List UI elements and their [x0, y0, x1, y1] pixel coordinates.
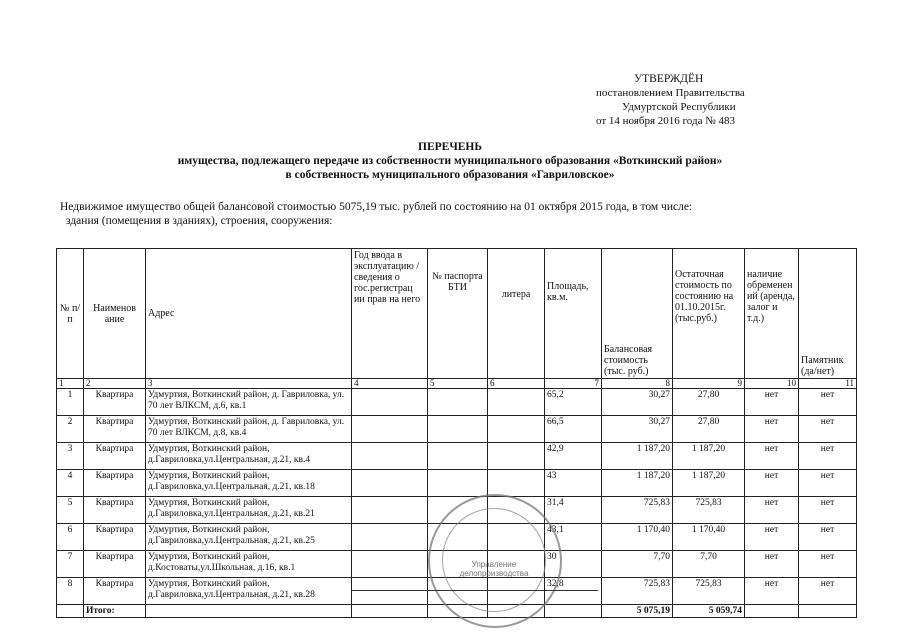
row-litera — [488, 416, 545, 443]
row-encumbrance: нет — [745, 578, 799, 605]
row-name: Квартира — [84, 416, 146, 443]
column-number-row — [57, 379, 857, 389]
row-monument: нет — [799, 443, 857, 470]
row-name: Квартира — [84, 578, 146, 605]
row-number: 2 — [57, 416, 84, 443]
row-year — [352, 443, 428, 470]
header-no: № п/п — [57, 249, 84, 379]
row-residual: 27,80 — [673, 389, 745, 416]
row-number: 7 — [57, 551, 84, 578]
row-year — [352, 524, 428, 551]
row-address: Удмуртия, Воткинский район, д.Гавриловка,ул.Центральная, д.21, кв.28 — [146, 578, 352, 605]
row-name: Квартира — [84, 551, 146, 578]
document-subtitle-2: в собственность муниципального образования «Гавриловское» — [285, 169, 615, 181]
document-title: ПЕРЕЧЕНЬ — [418, 141, 482, 153]
row-balance: 1 170,40 — [602, 524, 673, 551]
intro-line-2: здания (помещения в зданиях), строения, сооружения: — [66, 215, 333, 227]
header-area: Площадь, кв.м. — [545, 249, 602, 379]
row-name: Квартира — [84, 443, 146, 470]
row-residual: 725,83 — [673, 578, 745, 605]
row-encumbrance: нет — [745, 497, 799, 524]
header-encumbrance: наличие обременен ий (аренда, залог и т.д.) — [745, 249, 799, 379]
row-encumbrance: нет — [745, 389, 799, 416]
column-number: 4 — [352, 379, 428, 389]
header-balance: Балансовая стоимость (тыс. руб.) — [602, 249, 673, 379]
header-litera: литера — [488, 249, 545, 379]
table-row — [57, 470, 857, 497]
row-address: Удмуртия, Воткинский район, д.Гавриловка,ул.Центральная, д.21, кв.4 — [146, 443, 352, 470]
row-address: Удмуртия, Воткинский район, д.Костоваты,ул.Школьная, д.16, кв.1 — [146, 551, 352, 578]
total-cell-empty — [146, 605, 352, 618]
row-number: 1 — [57, 389, 84, 416]
row-litera — [488, 389, 545, 416]
row-name: Квартира — [84, 524, 146, 551]
row-balance: 30,27 — [602, 389, 673, 416]
row-area: 42,9 — [545, 443, 602, 470]
row-monument: нет — [799, 524, 857, 551]
approval-title: УТВЕРЖДЁН — [634, 73, 704, 85]
row-year — [352, 470, 428, 497]
row-area: 30 — [545, 551, 602, 578]
row-year — [352, 551, 428, 578]
approval-block — [596, 72, 796, 128]
header-address: Адрес — [146, 249, 352, 379]
column-number: 10 — [745, 379, 799, 389]
row-number: 3 — [57, 443, 84, 470]
row-encumbrance: нет — [745, 524, 799, 551]
row-encumbrance: нет — [745, 551, 799, 578]
row-year — [352, 389, 428, 416]
column-number: 11 — [799, 379, 857, 389]
approval-line-1: постановлением Правительства — [596, 87, 745, 99]
header-name: Наименов ание — [84, 249, 146, 379]
column-number: 6 — [488, 379, 545, 389]
row-year — [352, 497, 428, 524]
approval-line-2: Удмуртской Республики — [622, 101, 736, 113]
row-residual: 1 187,20 — [673, 443, 745, 470]
table-row — [57, 416, 857, 443]
row-address: Удмуртия, Воткинский район, д.Гавриловка,ул.Центральная, д.21, кв.18 — [146, 470, 352, 497]
total-cell-empty — [545, 605, 602, 618]
intro-text — [60, 200, 860, 228]
row-area: 32,8 — [545, 578, 602, 605]
row-name: Квартира — [84, 389, 146, 416]
row-monument: нет — [799, 416, 857, 443]
total-balance: 5 075,19 — [602, 605, 673, 618]
row-encumbrance: нет — [745, 416, 799, 443]
row-passport — [428, 389, 488, 416]
row-balance: 30,27 — [602, 416, 673, 443]
total-residual: 5 059,74 — [673, 605, 745, 618]
row-residual: 1 170,40 — [673, 524, 745, 551]
column-number: 9 — [673, 379, 745, 389]
row-number: 4 — [57, 470, 84, 497]
row-area: 43,1 — [545, 524, 602, 551]
row-number: 6 — [57, 524, 84, 551]
total-label: Итого: — [84, 605, 146, 618]
row-litera — [488, 470, 545, 497]
row-balance: 1 187,20 — [602, 470, 673, 497]
table-header-row — [57, 249, 857, 379]
document-subtitle-1: имущества, подлежащего передаче из собственности муниципального образования «Воткинский район» — [177, 155, 723, 167]
row-area: 31,4 — [545, 497, 602, 524]
row-balance: 725,83 — [602, 578, 673, 605]
row-monument: нет — [799, 578, 857, 605]
row-monument: нет — [799, 551, 857, 578]
row-year — [352, 578, 428, 605]
row-number: 8 — [57, 578, 84, 605]
row-area: 65,2 — [545, 389, 602, 416]
row-monument: нет — [799, 470, 857, 497]
column-number: 3 — [146, 379, 352, 389]
total-cell-empty — [799, 605, 857, 618]
row-residual: 725,83 — [673, 497, 745, 524]
intro-line-1: Недвижимое имущество общей балансовой стоимостью 5075,19 тыс. рублей по состоянию на 01 октября 2015 года, в том числе: — [60, 201, 693, 213]
column-number: 7 — [545, 379, 602, 389]
row-encumbrance: нет — [745, 443, 799, 470]
table-row — [57, 389, 857, 416]
total-cell-empty — [352, 605, 428, 618]
row-name: Квартира — [84, 470, 146, 497]
row-residual: 1 187,20 — [673, 470, 745, 497]
row-balance: 725,83 — [602, 497, 673, 524]
header-residual: Остаточная стоимость по состоянию на 01.10.2015г. (тыс.руб.) — [673, 249, 745, 379]
row-passport — [428, 470, 488, 497]
row-monument: нет — [799, 389, 857, 416]
column-number: 1 — [57, 379, 84, 389]
column-number: 5 — [428, 379, 488, 389]
row-monument: нет — [799, 497, 857, 524]
total-cell-empty — [745, 605, 799, 618]
total-cell-empty — [57, 605, 84, 618]
footer-divider — [352, 590, 598, 591]
row-residual: 27,80 — [673, 416, 745, 443]
row-address: Удмуртия, Воткинский район, д. Гавриловка, ул. 70 лет ВЛКСМ, д.8, кв.4 — [146, 416, 352, 443]
row-address: Удмуртия, Воткинский район, д. Гавриловка, ул. 70 лет ВЛКСМ, д.6, кв.1 — [146, 389, 352, 416]
column-number: 8 — [602, 379, 673, 389]
header-monument: Памятник (да/нет) — [799, 249, 857, 379]
row-number: 5 — [57, 497, 84, 524]
row-area: 43 — [545, 470, 602, 497]
row-address: Удмуртия, Воткинский район, д.Гавриловка,ул.Центральная, д.21, кв.25 — [146, 524, 352, 551]
header-year: Год ввода в эксплуатацию /сведения о гос.регистрац ии прав на него — [352, 249, 428, 379]
row-litera — [488, 443, 545, 470]
row-area: 66,5 — [545, 416, 602, 443]
row-year — [352, 416, 428, 443]
row-passport — [428, 443, 488, 470]
stamp-text: Управление делопроизводства — [459, 560, 529, 578]
document-heading — [60, 140, 840, 182]
row-name: Квартира — [84, 497, 146, 524]
row-balance: 1 187,20 — [602, 443, 673, 470]
official-stamp — [428, 494, 562, 628]
row-residual: 7,70 — [673, 551, 745, 578]
row-passport — [428, 416, 488, 443]
table-row — [57, 443, 857, 470]
row-balance: 7,70 — [602, 551, 673, 578]
column-number: 2 — [84, 379, 146, 389]
header-passport: № паспорта БТИ — [428, 249, 488, 379]
row-encumbrance: нет — [745, 470, 799, 497]
approval-line-3: от 14 ноября 2016 года № 483 — [596, 115, 735, 127]
row-address: Удмуртия, Воткинский район, д.Гавриловка,ул.Центральная, д.21, кв.21 — [146, 497, 352, 524]
